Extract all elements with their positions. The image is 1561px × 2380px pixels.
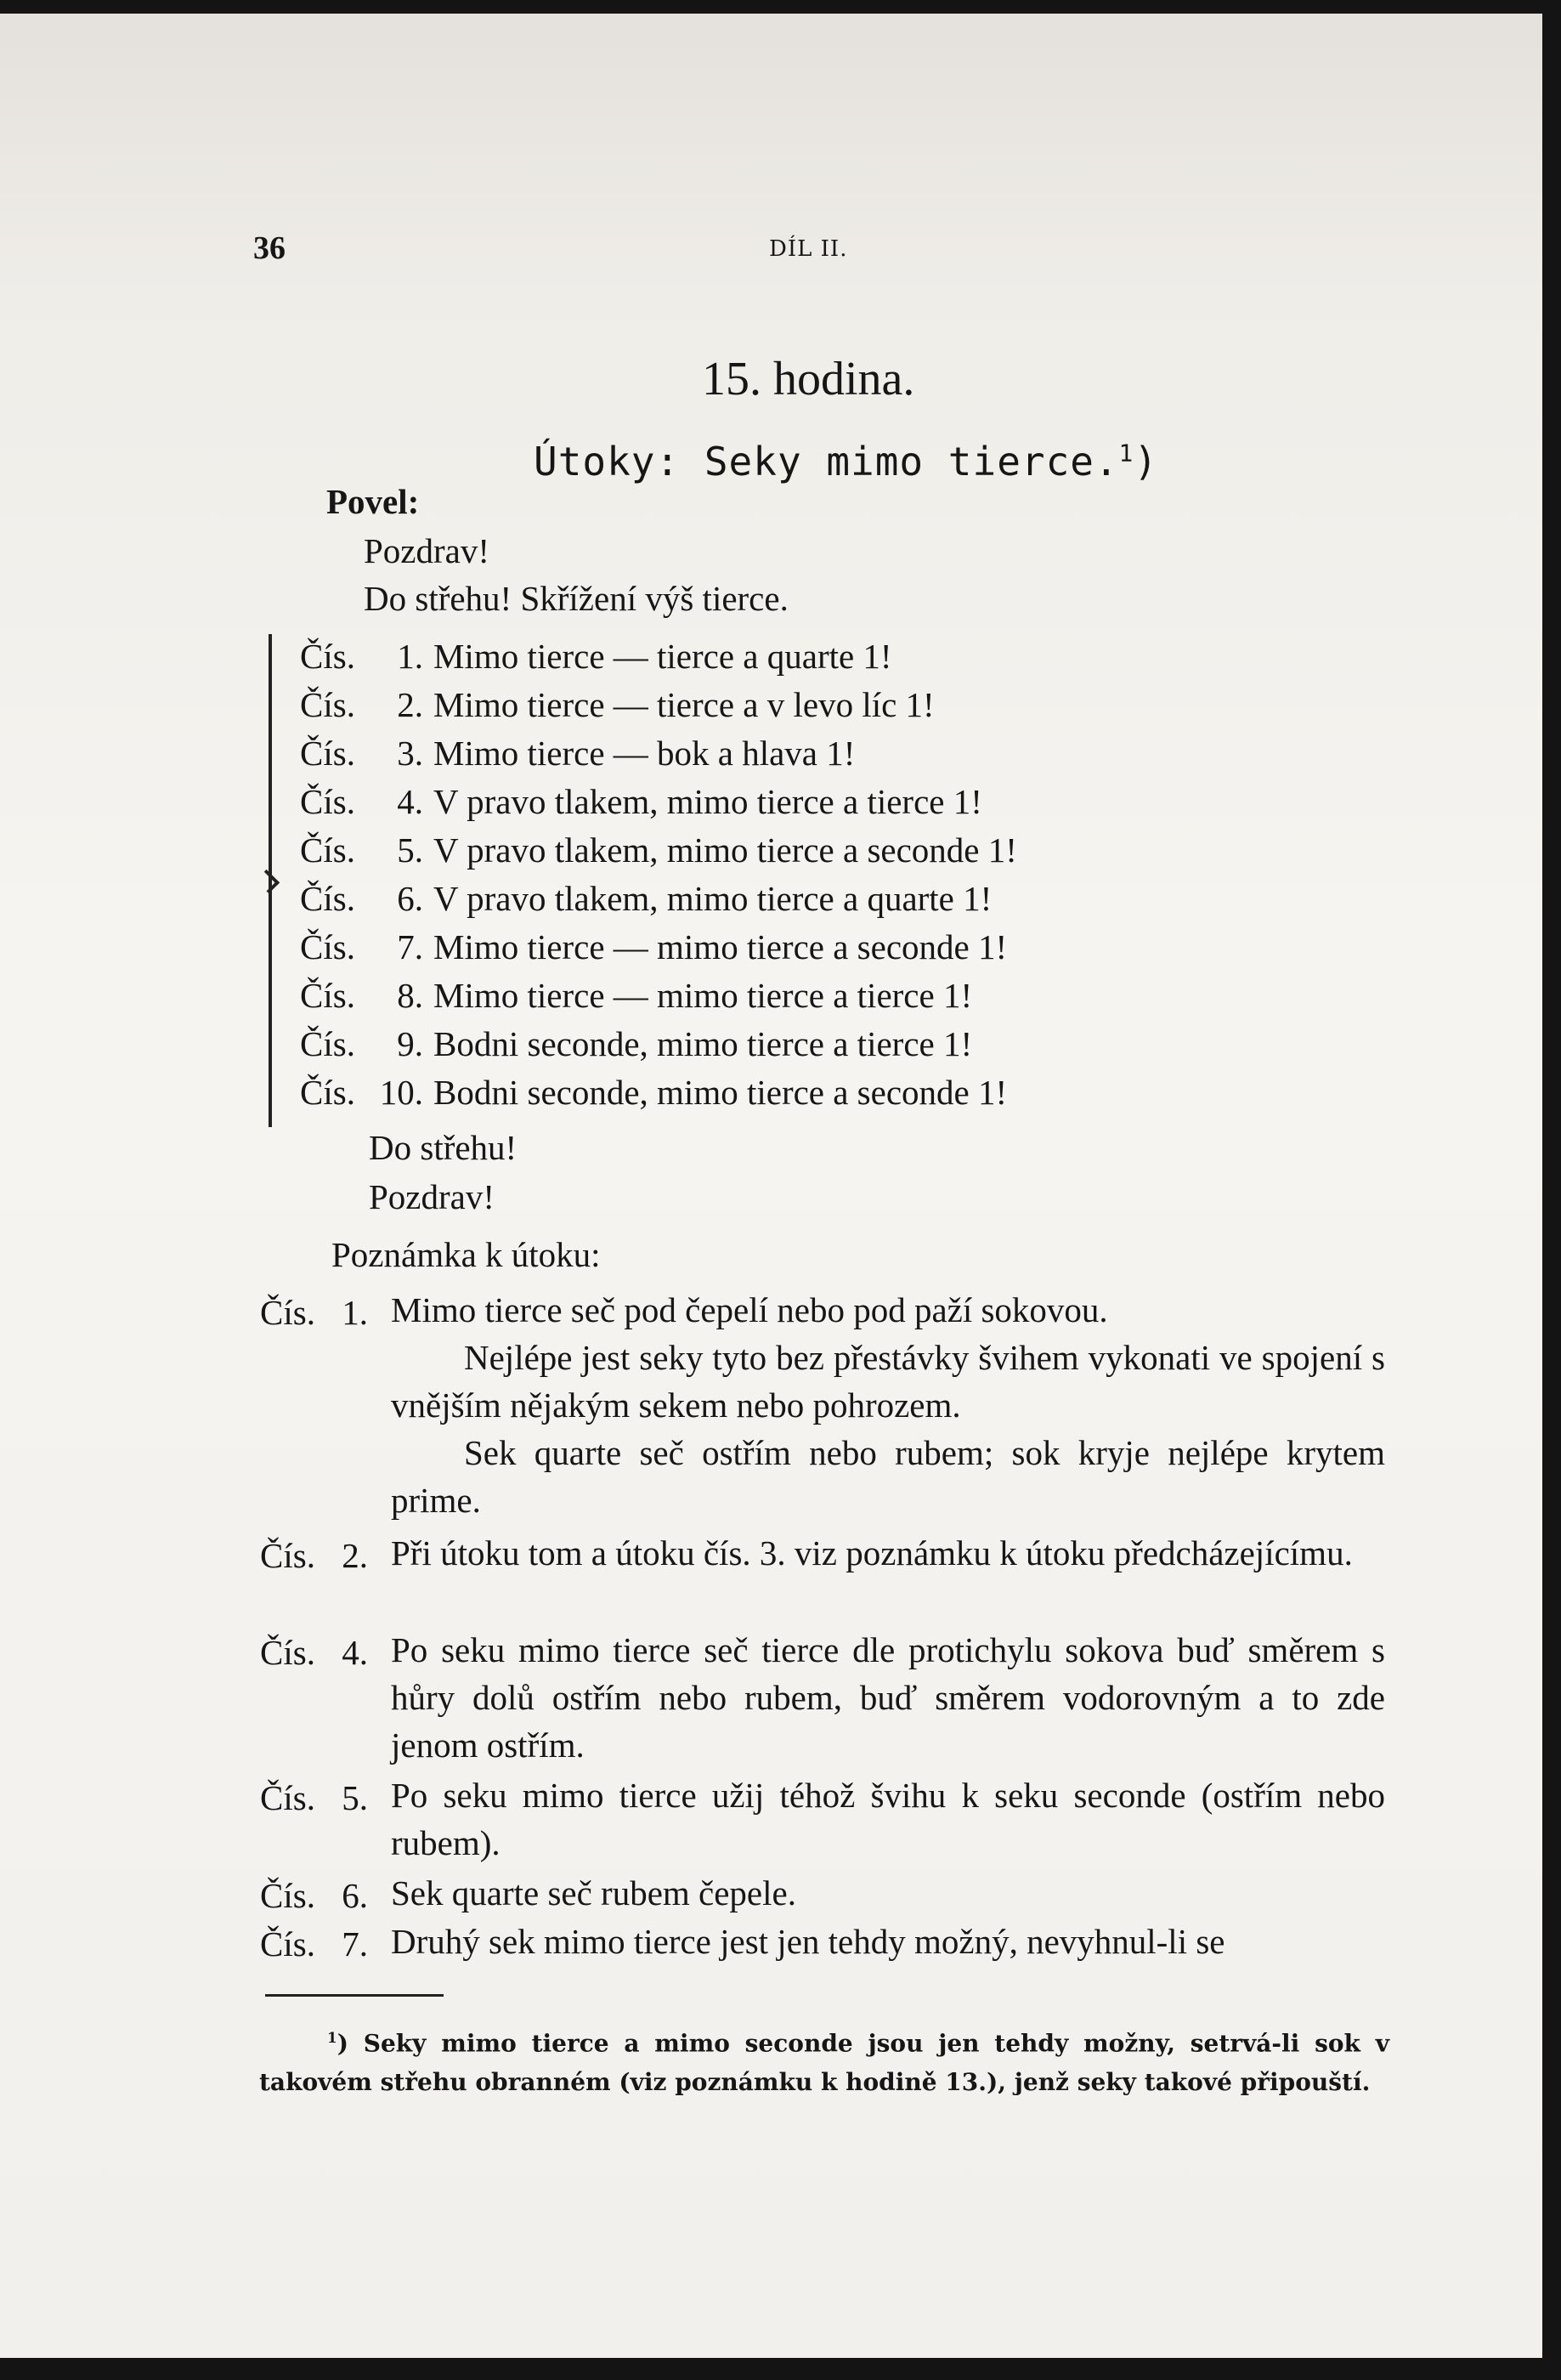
povel-label: Povel: bbox=[326, 482, 420, 521]
command-label: Čís. bbox=[300, 782, 355, 821]
note-label: Čís. bbox=[260, 1293, 315, 1332]
note-body bbox=[391, 1529, 1385, 1577]
command-number: 1. bbox=[397, 637, 423, 676]
command-number: 2. bbox=[397, 685, 423, 724]
note-paragraph: Při útoku tom a útoku čís. 3. viz poznámku k útoku předcházejícímu. bbox=[391, 1533, 1353, 1572]
note-paragraph: Sek quarte seč ostřím nebo rubem; sok kryje nejlépe krytem prime. bbox=[391, 1433, 1385, 1520]
note-label: Čís. bbox=[260, 1876, 315, 1915]
command-label: Čís. bbox=[300, 1024, 355, 1063]
command-text: V pravo tlakem, mimo tierce a tierce 1! bbox=[433, 782, 982, 821]
note-body bbox=[391, 1869, 1385, 1917]
note-number: 7. bbox=[342, 1924, 368, 1964]
closing-line-1: Do střehu! bbox=[369, 1128, 518, 1167]
command-number: 5. bbox=[397, 830, 423, 870]
note-body bbox=[391, 1918, 1385, 1965]
note-paragraph: Sek quarte seč rubem čepele. bbox=[391, 1873, 796, 1912]
command-text: Mimo tierce — mimo tierce a seconde 1! bbox=[433, 927, 1008, 966]
note-body bbox=[391, 1626, 1385, 1769]
opening-line-2: Do střehu! Skřížení výš tierce. bbox=[364, 579, 789, 618]
note-number: 6. bbox=[342, 1876, 368, 1915]
note-number: 2. bbox=[342, 1536, 368, 1575]
note-paragraph: Nejlépe jest seky tyto bez přestávky švihem vykonati ve spojení s vnějším nějakým sekem nebo pohrozem. bbox=[391, 1338, 1385, 1425]
note-paragraph: Po seku mimo tierce užij téhož švihu k seku seconde (ostřím nebo rubem). bbox=[391, 1776, 1385, 1862]
command-label: Čís. bbox=[300, 927, 355, 966]
note-paragraph: Druhý sek mimo tierce jest jen tehdy možný, nevyhnul-li se bbox=[391, 1922, 1225, 1961]
note-label: Čís. bbox=[260, 1924, 315, 1964]
command-text: Mimo tierce — tierce a v levo líc 1! bbox=[433, 685, 935, 724]
command-number: 3. bbox=[397, 734, 423, 773]
lesson-subtitle bbox=[534, 439, 1158, 484]
page-number: 36 bbox=[253, 230, 286, 266]
note-number: 4. bbox=[342, 1633, 368, 1672]
note-paragraph: Po seku mimo tierce seč tierce dle protichylu sokova buď směrem s hůry dolů ostřím nebo rubem, buď směrem vodorovným a to zde jenom ostřím. bbox=[391, 1630, 1385, 1765]
footnote-text: Seky mimo tierce a mimo seconde jsou jen tehdy možny, setrvá-li sok v takovém střehu obranném (viz poznámku k hodině 13.), jenž seky takové připouští. bbox=[259, 2029, 1389, 2097]
note-label: Čís. bbox=[260, 1633, 315, 1672]
note-label: Čís. bbox=[260, 1778, 315, 1817]
command-label: Čís. bbox=[300, 637, 355, 676]
command-label: Čís. bbox=[300, 976, 355, 1015]
footnote-rule bbox=[265, 1994, 444, 1997]
command-text: V pravo tlakem, mimo tierce a seconde 1! bbox=[433, 830, 1017, 870]
command-text: Mimo tierce — mimo tierce a tierce 1! bbox=[433, 976, 973, 1015]
command-text: Bodni seconde, mimo tierce a tierce 1! bbox=[433, 1024, 973, 1063]
notes-heading: Poznámka k útoku: bbox=[331, 1235, 601, 1274]
command-number: 6. bbox=[397, 879, 423, 918]
note-paragraph: Mimo tierce seč pod čepelí nebo pod paží sokovou. bbox=[391, 1290, 1108, 1329]
note-label: Čís. bbox=[260, 1536, 315, 1575]
footnote-ref: 1 bbox=[1118, 439, 1134, 468]
footnote-marker-paren: ) bbox=[337, 2029, 348, 2058]
command-number: 7. bbox=[397, 927, 423, 966]
command-label: Čís. bbox=[300, 734, 355, 773]
command-number: 10. bbox=[379, 1073, 423, 1112]
footnote-ref-paren: ) bbox=[1134, 439, 1158, 484]
command-text: Mimo tierce — tierce a quarte 1! bbox=[433, 637, 892, 676]
command-label: Čís. bbox=[300, 830, 355, 870]
subtitle-text: Útoky: Seky mimo tierce. bbox=[534, 439, 1119, 484]
command-label: Čís. bbox=[300, 685, 355, 724]
note-body bbox=[391, 1286, 1385, 1524]
command-text: Mimo tierce — bok a hlava 1! bbox=[433, 734, 856, 773]
opening-line-1: Pozdrav! bbox=[364, 531, 490, 570]
command-label: Čís. bbox=[300, 1073, 355, 1112]
running-head: DÍL II. bbox=[769, 236, 848, 262]
command-number: 8. bbox=[397, 976, 423, 1015]
footnote-marker: 1 bbox=[327, 2029, 337, 2046]
command-text: Bodni seconde, mimo tierce a seconde 1! bbox=[433, 1073, 1008, 1112]
note-body bbox=[391, 1771, 1385, 1867]
footnote bbox=[259, 2018, 1389, 2102]
command-number: 9. bbox=[397, 1024, 423, 1063]
command-label: Čís. bbox=[300, 879, 355, 918]
note-number: 1. bbox=[342, 1293, 368, 1332]
note-number: 5. bbox=[342, 1778, 368, 1817]
command-text: V pravo tlakem, mimo tierce a quarte 1! bbox=[433, 879, 993, 918]
closing-line-2: Pozdrav! bbox=[369, 1177, 495, 1216]
lesson-title: 15. hodina. bbox=[702, 353, 915, 405]
command-number: 4. bbox=[397, 782, 423, 821]
